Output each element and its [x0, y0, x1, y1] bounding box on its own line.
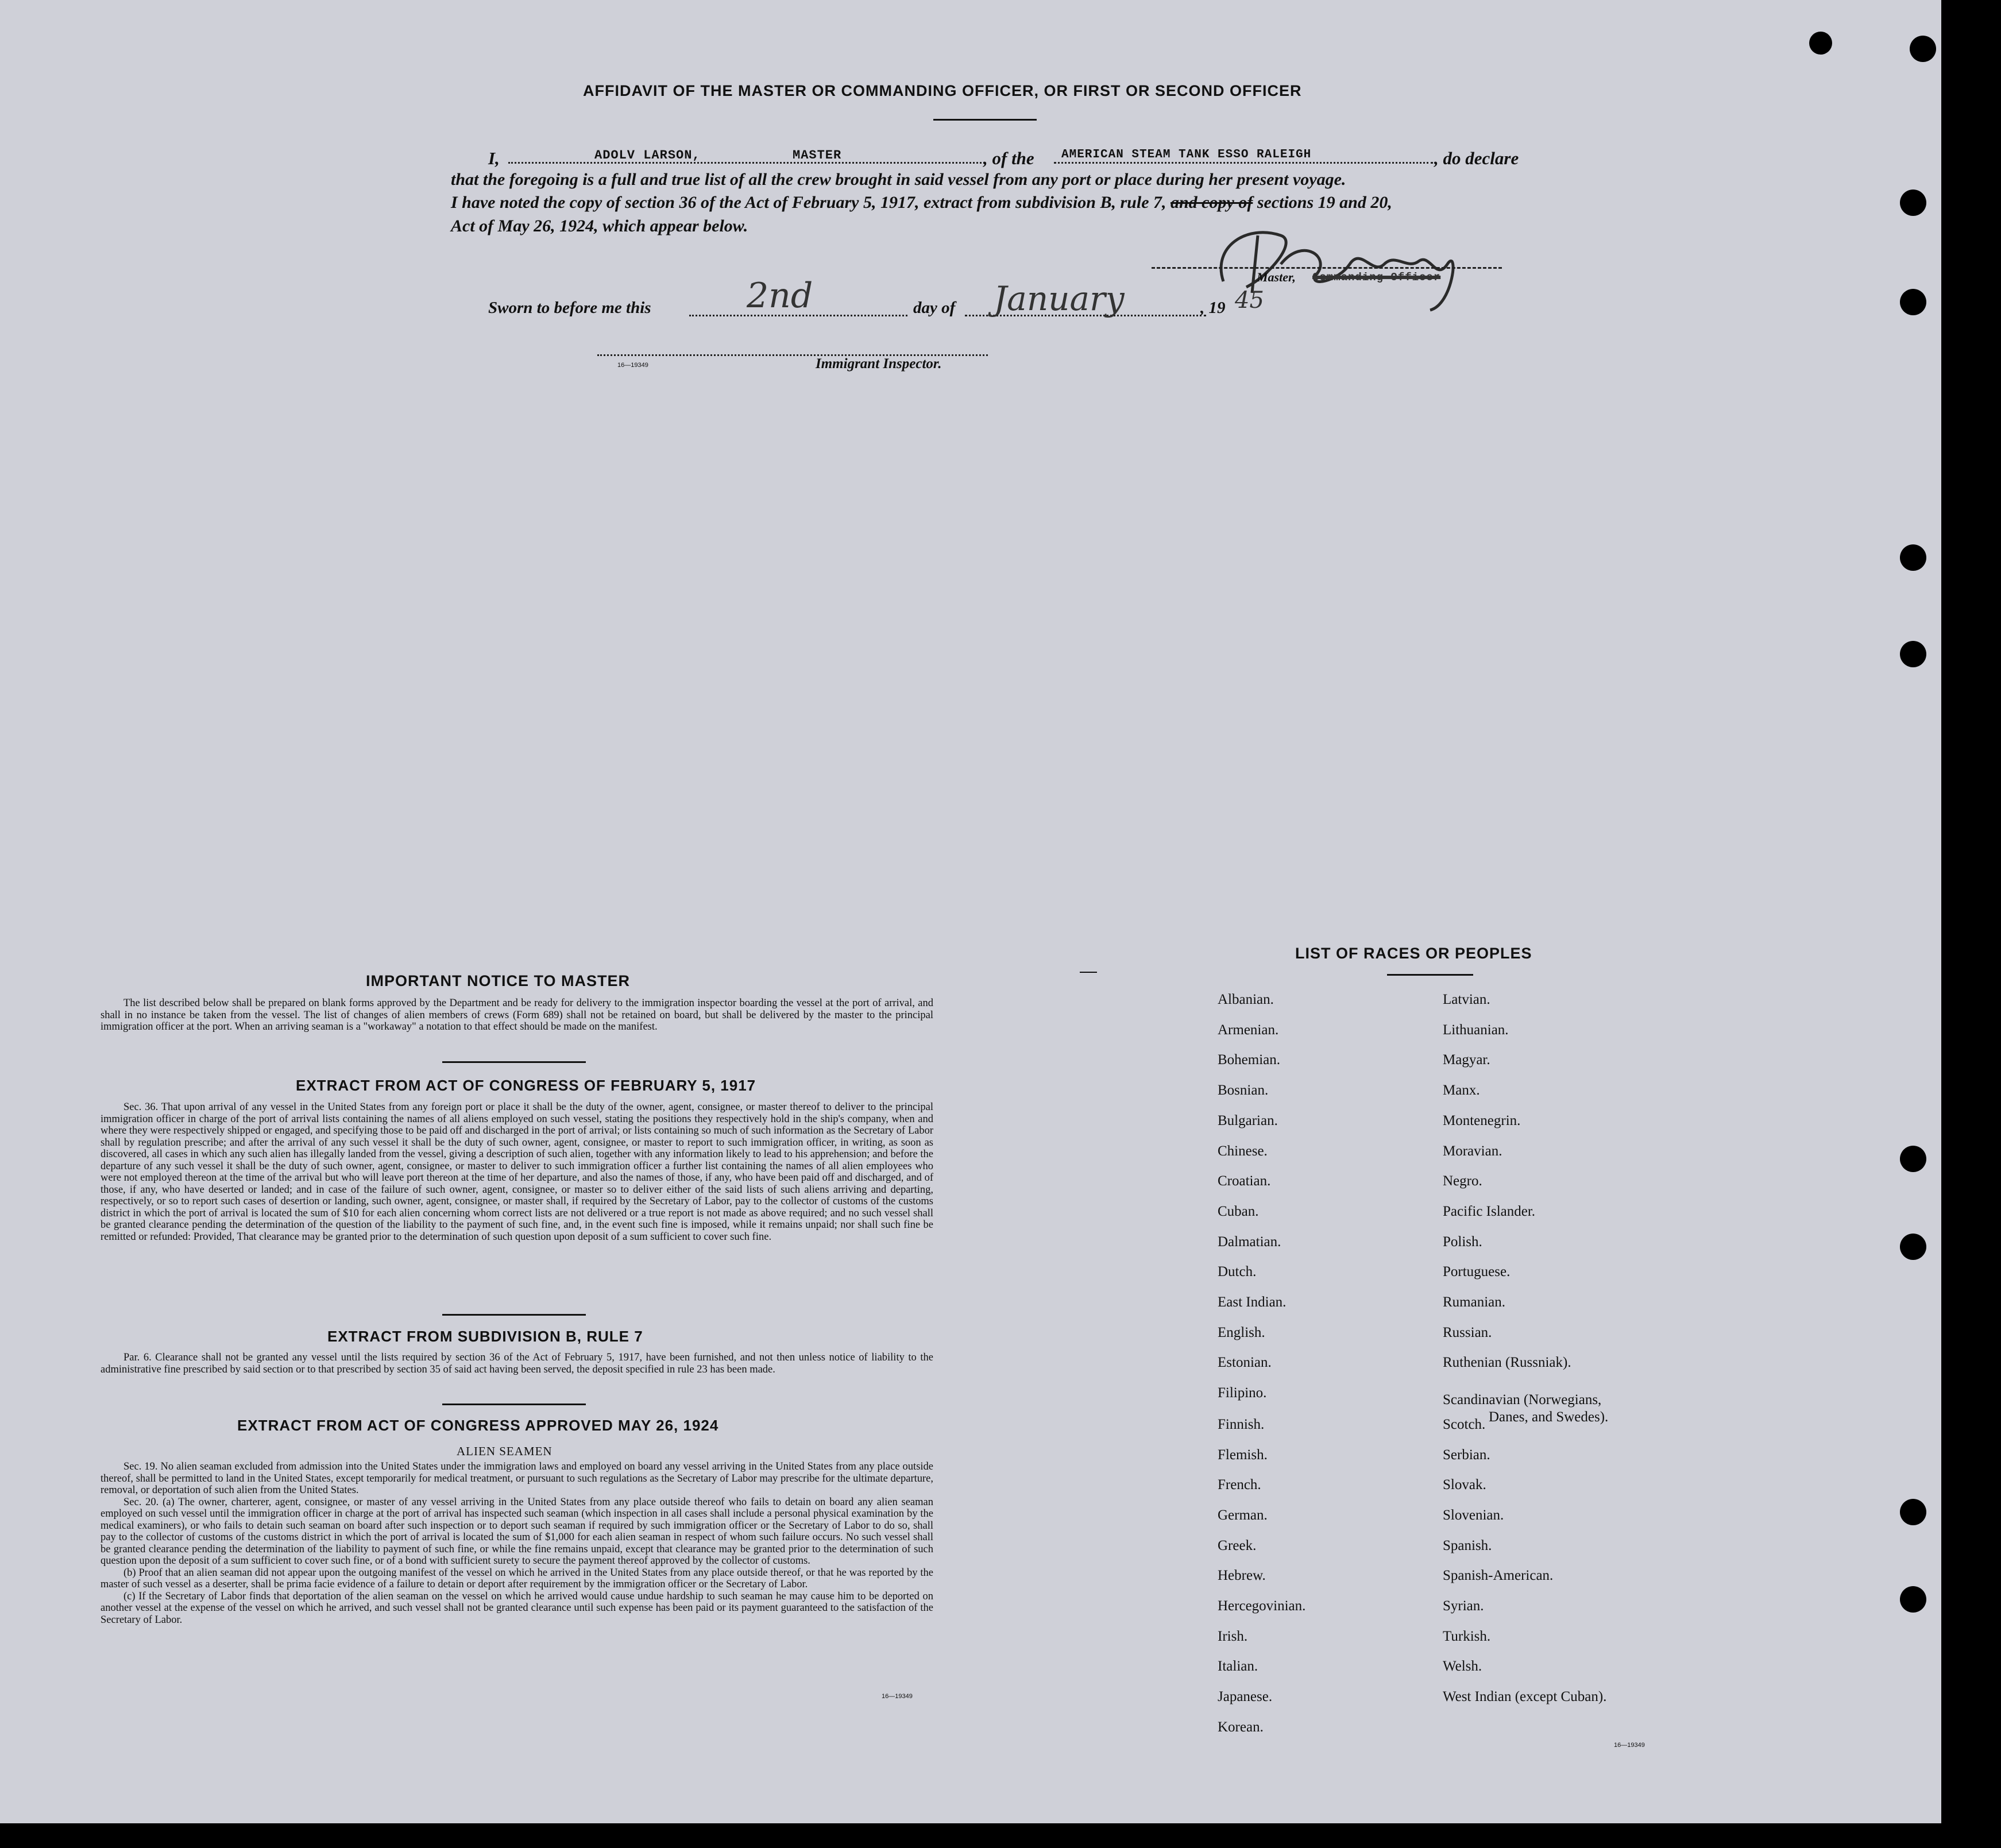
- race-item: Lithuanian.: [1443, 1022, 1509, 1038]
- race-item: Portuguese.: [1443, 1264, 1511, 1280]
- race-item: Chinese.: [1218, 1143, 1268, 1159]
- extract-rule7-divider: [442, 1404, 586, 1405]
- inspector-label: Immigrant Inspector.: [816, 356, 942, 372]
- race-item: Korean.: [1218, 1719, 1264, 1735]
- race-item: Magyar.: [1443, 1052, 1490, 1068]
- race-item: Flemish.: [1218, 1447, 1268, 1463]
- of-the-label: , of the: [983, 148, 1034, 168]
- race-item: German.: [1218, 1507, 1268, 1523]
- vessel-name: AMERICAN STEAM TANK ESSO RALEIGH: [1061, 148, 1312, 161]
- struck-commanding-officer: Commanding Officer: [1312, 271, 1441, 284]
- form-number-bottom-left: 16—19349: [882, 1693, 913, 1700]
- extract-1924-body: [101, 1461, 933, 1626]
- line3-a: I have noted the copy of section 36 of the Act of February 5, 1917, extract from subdivision B, rule 7,: [451, 193, 1166, 212]
- race-item: Bohemian.: [1218, 1052, 1281, 1068]
- i-label: I,: [488, 148, 500, 168]
- master-rank: MASTER: [793, 148, 842, 163]
- extract-rule7-title: EXTRACT FROM SUBDIVISION B, RULE 7: [327, 1328, 643, 1345]
- sworn-month: January: [994, 279, 1125, 318]
- race-item: Latvian.: [1443, 992, 1490, 1007]
- race-item: Spanish.: [1443, 1537, 1492, 1553]
- race-item: Cuban.: [1218, 1203, 1259, 1219]
- race-item: Turkish.: [1443, 1628, 1491, 1644]
- master-label: Master,: [1257, 270, 1296, 284]
- title-divider: [933, 119, 1037, 121]
- race-item: English.: [1218, 1324, 1265, 1340]
- race-item: Syrian.: [1443, 1598, 1484, 1614]
- extract-1924-title: EXTRACT FROM ACT OF CONGRESS APPROVED MAY 26, 1924: [237, 1417, 719, 1434]
- notice-text: The list described below shall be prepared on blank forms approved by the Department and be ready for delivery to the immigration inspector boarding the vessel at the port of arrival, and shall in no instance be taken from the vessel. The list of changes of alien members of crews (Form 689) shall not be retained on board, but shall be delivered by the master to the principal immigration officer at the port. When an arriving seaman is a "workaway" a notation to that effect should be made on the manifest.: [101, 998, 933, 1033]
- race-item: Bulgarian.: [1218, 1112, 1278, 1128]
- master-name: ADOLV LARSON,: [594, 148, 701, 163]
- notice-title: IMPORTANT NOTICE TO MASTER: [366, 972, 630, 989]
- race-item: Scotch.: [1443, 1416, 1486, 1432]
- notice-body: [101, 998, 933, 1033]
- affidavit-title: AFFIDAVIT OF THE MASTER OR COMMANDING OFFICER, OR FIRST OR SECOND OFFICER: [583, 82, 1302, 99]
- extract-1917-divider: [442, 1314, 586, 1316]
- race-item: Hercegovinian.: [1218, 1598, 1306, 1614]
- alien-seamen-subtitle: ALIEN SEAMEN: [457, 1444, 553, 1458]
- punch-hole: [1900, 1146, 1926, 1172]
- margin-mark: [1080, 972, 1097, 973]
- race-item: East Indian.: [1218, 1294, 1287, 1310]
- day-of-label: day of: [913, 299, 956, 317]
- line3-struck: and copy of: [1171, 193, 1253, 212]
- race-item: Albanian.: [1218, 992, 1274, 1007]
- vessel-field-line: [1054, 162, 1433, 164]
- sec36-text: Sec. 36. That upon arrival of any vessel in the United States from any foreign port or place it shall be the duty of the owner, agent, consignee, or master thereof to deliver to the principal immigration officer in charge of the port of arrival lists containing the names of all aliens employed on such vessel, stating the positions they respectively hold in the ship's company, when and where they were respectively shipped or engaged, and specifying those to be paid off and discharged in the port of arrival; or lists containing so much of such information as the Secretary of Labor shall by regulation prescribe; and after the arrival of any such vessel it shall be the duty of such owner, agent, consignee, or master to report to such immigration officer, in writing, as soon as discovered, all cases in which any such alien has illegally landed from the vessel, giving a description of such alien, together with any information likely to lead to his apprehension; and before the departure of any such vessel it shall be the duty of such owner, agent, consignee, or master to deliver to such immigration officer a further list containing the names of all alien employees who were not employed thereon at the time of the arrival but who will leave port thereon at the time of her departure, and also the names of those, if any, who have been paid off and discharged, and of those, if any, who have deserted or landed; and in case of the failure of such owner, agent, consignee, or master so to deliver either of the said lists of such aliens arriving and departing, respectively, or so to report such cases of desertion or landing, such owner, agent, consignee, or master shall, if required by the Secretary of Labor, pay to the collector of customs of the customs district in which the port of arrival is located the sum of $10 for each alien concerning whom correct lists are not delivered or a true report is not made as above required; and no such vessel shall be granted clearance pending the determination of the question of the liability to the payment of such fine, and, in the event such fine is imposed, while it remains unpaid; nor shall such fine be remitted or refunded: Provided, That clearance may be granted prior to the determination of such question upon deposit of a sum sufficient to cover such fine.: [101, 1101, 933, 1243]
- race-item: Finnish.: [1218, 1416, 1265, 1432]
- par6-text: Par. 6. Clearance shall not be granted any vessel until the lists required by section 36 of the Act of February 5, 1917, have been furnished, and not then unless notice of liability to the administrative fine prescribed by said section or to that prescribed by section 35 of said act having been served, the deposit specified in rule 23 has been made.: [101, 1352, 933, 1375]
- sec20a-text: Sec. 20. (a) The owner, charterer, agent, consignee, or master of any vessel arriving in the United States from any place outside thereof who fails to detain on board any alien seaman employed on such vessel until the immigration officer in charge at the port of arrival has inspected such seaman (which inspection in all cases shall include a personal physical examination by the medical examiners), or who fails to detain such seaman on board after such inspection or to deport such seaman if required by such immigration officer or the Secretary of Labor to do so, shall pay to the collector of customs of the customs district in which the port of arrival is located the sum of $1,000 for each alien seaman in respect of whom such failure occurs. No such vessel shall be granted clearance pending the determination of the liability to payment of such fine, or while the fine remains unpaid, except that clearance may be granted prior to the determination of such question upon the deposit of a sum sufficient to cover such fine, or of a bond with sufficient surety to secure the payment thereof approved by the collector of customs.: [101, 1496, 933, 1567]
- affidavit-line-4: Act of May 26, 1924, which appear below.: [451, 216, 748, 235]
- extract-1917-body: [101, 1101, 933, 1243]
- punch-hole: [1900, 1499, 1926, 1525]
- race-item: Negro.: [1443, 1173, 1482, 1189]
- race-item: Greek.: [1218, 1537, 1257, 1553]
- notice-divider: [442, 1061, 586, 1063]
- race-item: Dutch.: [1218, 1264, 1257, 1280]
- name-field-line: [508, 162, 985, 164]
- extract-1917-title: EXTRACT FROM ACT OF CONGRESS OF FEBRUARY 5, 1917: [296, 1077, 756, 1094]
- race-item: Italian.: [1218, 1658, 1258, 1675]
- sworn-label: Sworn to before me this: [488, 299, 651, 317]
- affidavit-line-3: [451, 193, 1392, 212]
- race-item: Bosnian.: [1218, 1082, 1269, 1099]
- race-item: French.: [1218, 1477, 1261, 1493]
- extract-rule7-body: [101, 1352, 933, 1375]
- race-item: Montenegrin.: [1443, 1112, 1521, 1128]
- race-item: Slovak.: [1443, 1477, 1486, 1493]
- punch-hole: [1910, 36, 1936, 62]
- sec20c-text: (c) If the Secretary of Labor finds that deportation of the alien seaman on the vessel on which he arrived would cause undue hardship to such seaman he may cause him to be deported on another vessel at the expense of the vessel on which he arrived, and such vessel shall not be granted clearance until such expense has been paid or its payment guaranteed to the satisfaction of the Secretary of Labor.: [101, 1590, 933, 1626]
- race-item: Armenian.: [1218, 1022, 1279, 1038]
- form-number-bottom-right: 16—19349: [1614, 1742, 1645, 1749]
- race-item: Polish.: [1443, 1234, 1482, 1250]
- sworn-day: 2nd: [747, 276, 813, 316]
- race-item: Filipino.: [1218, 1385, 1267, 1401]
- race-item: Croatian.: [1218, 1173, 1271, 1189]
- race-item: Irish.: [1218, 1628, 1248, 1644]
- do-declare-label: , do declare: [1434, 148, 1519, 168]
- sworn-year: 45: [1235, 287, 1264, 314]
- race-item: West Indian (except Cuban).: [1443, 1689, 1607, 1705]
- race-item: Pacific Islander.: [1443, 1203, 1536, 1219]
- race-item: Estonian.: [1218, 1355, 1272, 1371]
- race-item: Welsh.: [1443, 1658, 1482, 1675]
- race-item: Hebrew.: [1218, 1568, 1266, 1584]
- form-number-top: 16—19349: [617, 362, 648, 369]
- race-item: Rumanian.: [1443, 1294, 1506, 1310]
- punch-hole: [1900, 1234, 1926, 1260]
- punch-hole: [1809, 32, 1832, 55]
- race-item: Scandinavian (Norwegians,: [1443, 1392, 1602, 1408]
- race-item: Moravian.: [1443, 1143, 1502, 1159]
- punch-hole: [1900, 190, 1926, 216]
- race-item: Slovenian.: [1443, 1507, 1504, 1523]
- race-item: Danes, and Swedes).: [1489, 1409, 1609, 1425]
- punch-hole: [1900, 1586, 1926, 1613]
- races-title: LIST OF RACES OR PEOPLES: [1295, 945, 1532, 962]
- punch-hole: [1900, 289, 1926, 315]
- punch-hole: [1900, 641, 1926, 667]
- race-item: Dalmatian.: [1218, 1234, 1281, 1250]
- race-item: Serbian.: [1443, 1447, 1490, 1463]
- race-item: Manx.: [1443, 1082, 1480, 1099]
- race-item: Russian.: [1443, 1324, 1492, 1340]
- affidavit-line-2: that the foregoing is a full and true list of all the crew brought in said vessel from any port or place during her present voyage.: [451, 170, 1346, 189]
- race-item: Ruthenian (Russniak).: [1443, 1355, 1571, 1371]
- year-prefix: , 19: [1200, 299, 1226, 317]
- line3-b: sections 19 and 20,: [1257, 193, 1392, 212]
- sec19-text: Sec. 19. No alien seaman excluded from admission into the United States under the immigration laws and employed on board any vessel arriving in the United States from any place outside thereof, shall be permitted to land in the United States, except temporarily for medical treatment, or pursuant to such regulations as the Secretary of Labor may prescribe for the ultimate departure, removal, or deportation of such alien from the United States.: [101, 1461, 933, 1496]
- sec20b-text: (b) Proof that an alien seaman did not appear upon the outgoing manifest of the vessel on which he arrived in the United States from any place outside thereof, or that he was reported by the master of such vessel as a deserter, shall be prima facie evidence of a failure to detain or deport after requirement by the immigration officer or the Secretary of Labor.: [101, 1567, 933, 1590]
- races-divider: [1387, 974, 1473, 976]
- punch-hole: [1900, 544, 1926, 571]
- signature-line: [1152, 267, 1502, 269]
- race-item: Japanese.: [1218, 1689, 1273, 1705]
- race-item: Spanish-American.: [1443, 1568, 1554, 1584]
- affidavit-line-1: [488, 148, 500, 169]
